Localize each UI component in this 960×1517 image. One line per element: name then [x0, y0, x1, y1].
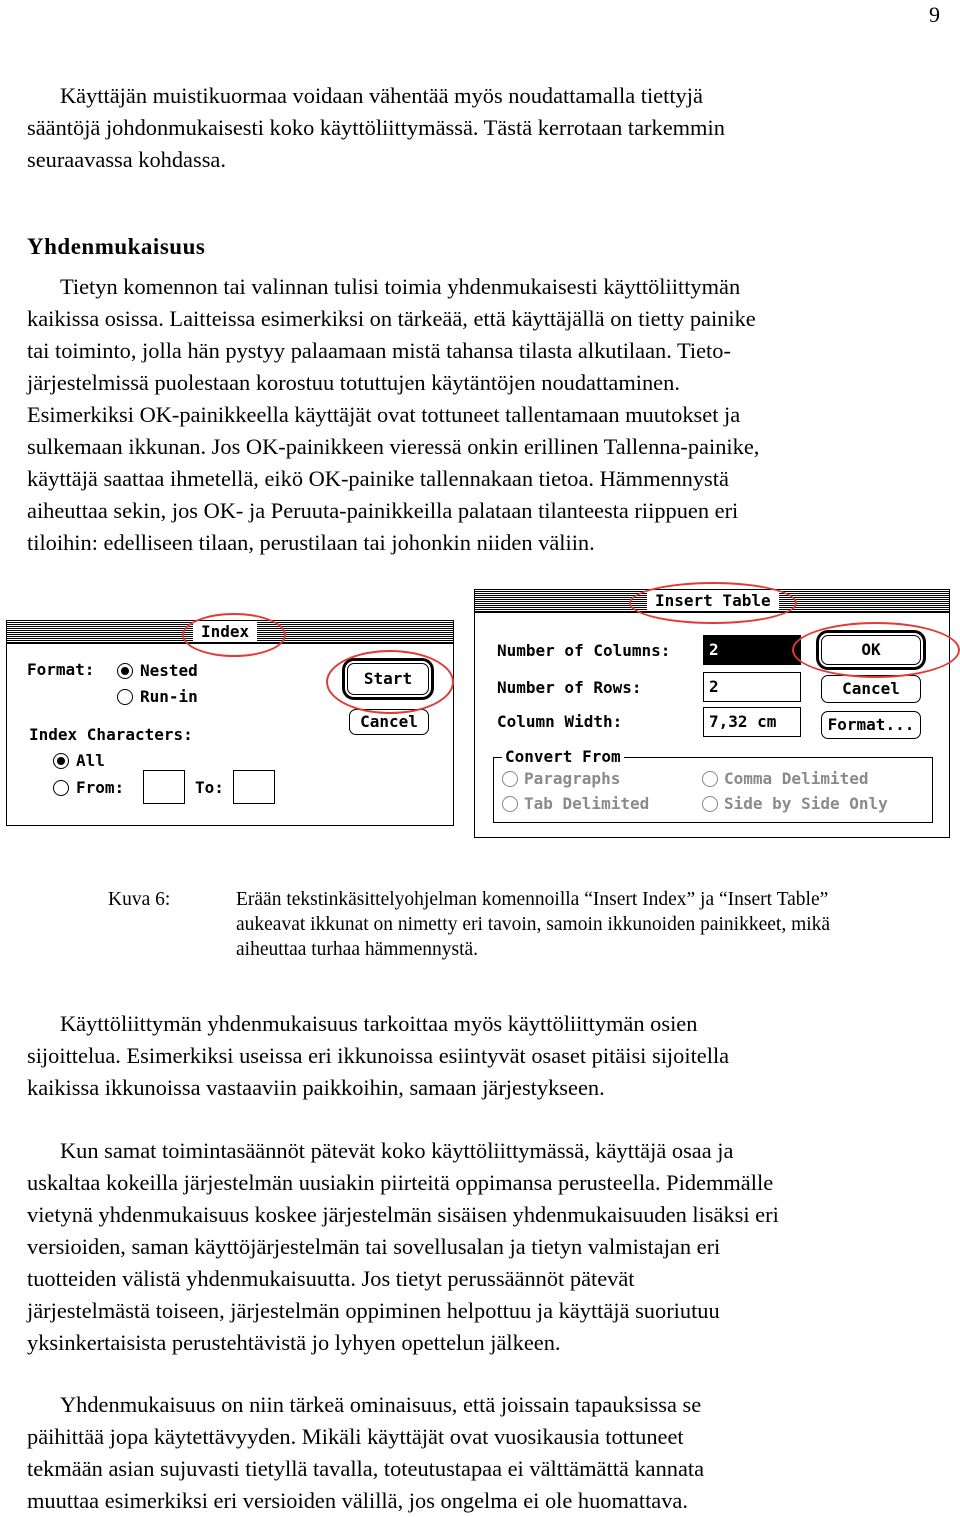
comma-delimited-label: Comma Delimited — [724, 769, 869, 788]
text-line: Yhdenmukaisuus on niin tärkeä ominaisuus, että joissain tapauksissa se — [60, 1392, 702, 1417]
text-line: seuraavassa kohdassa. — [27, 147, 226, 172]
all-radio[interactable] — [53, 753, 69, 769]
figure-caption-label: Kuva 6: — [108, 889, 171, 910]
highlight-ring-start — [326, 650, 454, 714]
text-line: vietynä yhdenmukaisuus koskee järjestelmän sisäisen yhdenmukaisuuden lisäksi eri — [27, 1202, 779, 1227]
text-line: Kun samat toimintasäännöt pätevät koko käyttöliittymässä, käyttäjä osaa ja — [60, 1138, 734, 1163]
table-cancel-button[interactable]: Cancel — [821, 675, 921, 703]
text-line: Tietyn komennon tai valinnan tulisi toimia yhdenmukaisesti käyttöliittymän — [60, 274, 741, 299]
index-characters-label: Index Characters: — [29, 725, 193, 744]
caption-line: aiheuttaa turhaa hämmennystä. — [236, 939, 479, 960]
rows-input[interactable]: 2 — [703, 672, 801, 702]
text-line: järjestelmästä toiseen, järjestelmän oppiminen helpottuu ja käyttäjä suoriutuu — [27, 1298, 720, 1323]
to-label: To: — [195, 778, 224, 797]
text-line: sääntöjä johdonmukaisesti koko käyttöliittymässä. Tästä kerrotaan tarkemmin — [27, 115, 725, 140]
nested-radio[interactable] — [117, 663, 133, 679]
tab-delimited-radio[interactable] — [502, 796, 518, 812]
start-button[interactable]: Start — [347, 663, 429, 695]
text-line: Käyttäjän muistikuormaa voidaan vähentää myös noudattamalla tiettyjä — [60, 83, 703, 108]
caption-line: Erään tekstinkäsittelyohjelman komennoilla “Insert Index” ja “Insert Table” — [236, 889, 829, 910]
convert-from-caption: Convert From — [502, 747, 624, 766]
side-by-side-radio[interactable] — [702, 796, 718, 812]
text-line: käyttäjä saattaa ihmetellä, eikö OK-painike tallennakaan tietoa. Hämmennystä — [27, 466, 729, 491]
run-in-radio[interactable] — [117, 689, 133, 705]
convert-from-group — [493, 747, 933, 823]
text-line: sulkemaan ikkunan. Jos OK-painikkeen vieressä onkin erillinen Tallenna-painike, — [27, 434, 760, 459]
index-dialog-title: Index — [193, 622, 257, 642]
format-label: Format: — [27, 660, 95, 679]
paragraph-importance — [27, 1389, 937, 1517]
rows-label: Number of Rows: — [497, 678, 642, 697]
highlight-ring-table-title — [629, 582, 797, 624]
text-line: sijoittelua. Esimerkiksi useissa eri ikkunoissa esiintyvät osaset pitäisi sijoitella — [27, 1043, 730, 1068]
text-line: kaikissa ikkunoissa vastaaviin paikkoihin, samaan järjestykseen. — [27, 1075, 605, 1100]
highlight-ring-ok — [792, 622, 960, 678]
index-cancel-button[interactable]: Cancel — [349, 709, 429, 735]
paragraph-intro — [27, 80, 937, 176]
text-line: järjestelmissä puolestaan korostuu totuttujen käytäntöjen noudattaminen. — [27, 370, 680, 395]
text-line: yksinkertaisista perustehtävistä jo lyhyen opettelun jälkeen. — [27, 1330, 561, 1355]
text-line: versioiden, saman käyttöjärjestelmän tai sovellusalan ja tietyn valmistajan eri — [27, 1234, 721, 1259]
table-dialog-title: Insert Table — [647, 591, 779, 611]
paragraph-placement — [27, 1008, 937, 1104]
paragraphs-label: Paragraphs — [524, 769, 621, 788]
paragraph-consistency — [27, 271, 937, 559]
text-line: uskaltaa kokeilla järjestelmän uusiakin piirteitä oppimansa perusteella. Pidemmälle — [27, 1170, 774, 1195]
paragraphs-radio[interactable] — [502, 771, 518, 787]
section-heading: Yhdenmukaisuus — [27, 234, 206, 259]
column-width-label: Column Width: — [497, 712, 623, 731]
all-label: All — [76, 751, 105, 770]
ok-button[interactable]: OK — [821, 635, 921, 665]
highlight-ring-index-title — [182, 613, 286, 657]
figure-caption-text — [236, 887, 946, 962]
caption-line: aukeavat ikkunat on nimetty eri tavoin, samoin ikkunoiden painikkeet, mikä — [236, 914, 831, 935]
column-width-input[interactable]: 7,32 cm — [703, 707, 801, 737]
to-input[interactable] — [233, 770, 275, 804]
format-button[interactable]: Format... — [821, 711, 921, 739]
paragraph-rules — [27, 1135, 937, 1359]
text-line: päihittää jopa käytettävyyden. Mikäli käyttäjät ovat vuosikausia tottuneet — [27, 1424, 684, 1449]
comma-delimited-radio[interactable] — [702, 771, 718, 787]
text-line: Käyttöliittymän yhdenmukaisuus tarkoittaa myös käyttöliittymän osien — [60, 1011, 698, 1036]
from-radio[interactable] — [53, 780, 69, 796]
from-label: From: — [76, 778, 125, 797]
text-line: muuttaa esimerkiksi eri versioiden välillä, jos ongelma ei ole huomattava. — [27, 1488, 688, 1513]
columns-input[interactable]: 2 — [703, 635, 801, 665]
text-line: kaikissa osissa. Laitteissa esimerkiksi on tärkeää, että käyttäjällä on tietty painike — [27, 306, 756, 331]
text-line: tai toiminto, jolla hän pystyy palaamaan mistä tahansa tilasta alkutilaan. Tieto- — [27, 338, 731, 363]
text-line: tekmään asian sujuvasti tietyllä tavalla, toteutustapaa ei välttämättä kannata — [27, 1456, 705, 1481]
run-in-label: Run-in — [140, 687, 198, 706]
from-input[interactable] — [143, 770, 185, 804]
page-number: 9 — [929, 2, 940, 27]
columns-label: Number of Columns: — [497, 641, 671, 660]
side-by-side-label: Side by Side Only — [724, 794, 888, 813]
text-line: tuotteiden välistä yhdenmukaisuutta. Jos tietyt perussäännöt pätevät — [27, 1266, 635, 1291]
text-line: Esimerkiksi OK-painikkeella käyttäjät ovat tottuneet tallentamaan muutokset ja — [27, 402, 741, 427]
tab-delimited-label: Tab Delimited — [524, 794, 650, 813]
nested-label: Nested — [140, 661, 198, 680]
text-line: tiloihin: edelliseen tilaan, perustilaan tai johonkin niiden väliin. — [27, 530, 595, 555]
text-line: aiheuttaa sekin, jos OK- ja Peruuta-painikkeilla palataan tilanteesta riippuen eri — [27, 498, 739, 523]
